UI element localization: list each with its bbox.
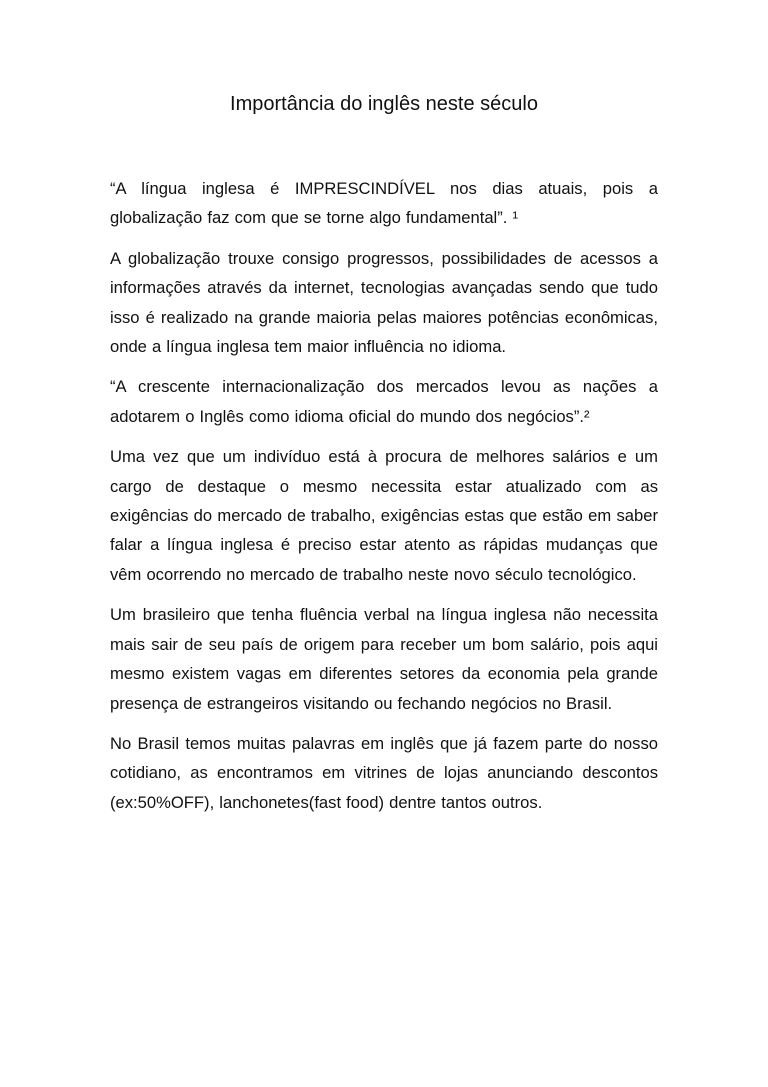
document-title: Importância do inglês neste século [230, 93, 538, 115]
paragraph-quote-2: “A crescente internacionalização dos mercados levou as nações a adotarem o Inglês como idioma oficial do mundo dos negócios”.² [110, 377, 658, 426]
paragraph-brazilian-fluency: Um brasileiro que tenha fluência verbal na língua inglesa não necessita mais sair de seu país de origem para receber um bom salário, pois aqui mesmo existem vagas em diferentes setores da economia pela grande presença de estrangeiros visitando ou fechando negócios no Brasil. [110, 605, 658, 713]
paragraph-job-market: Uma vez que um indivíduo está à procura de melhores salários e um cargo de destaque o mesmo necessita estar atualizado com as exigências do mercado de trabalho, exigências estas que estão em saber falar a língua inglesa é preciso estar atento as rápidas mudanças que vêm ocorrendo no mercado de trabalho neste novo século tecnológico. [110, 447, 658, 584]
document-page [110, 90, 658, 828]
paragraph-english-words: No Brasil temos muitas palavras em inglês que já fazem parte do nosso cotidiano, as encontramos em vitrines de lojas anunciando descontos (ex:50%OFF), lanchonetes(fast food) dentre tantos outros. [110, 733, 658, 812]
paragraph-quote-1: “A língua inglesa é IMPRESCINDÍVEL nos dias atuais, pois a globalização faz com que se torne algo fundamental”. ¹ [110, 179, 658, 228]
paragraph-globalization: A globalização trouxe consigo progressos, possibilidades de acessos a informações através da internet, tecnologias avançadas sendo que tudo isso é realizado na grande maioria pelas maiores potências econômicas, onde a língua inglesa tem maior influência no idioma. [110, 248, 658, 357]
